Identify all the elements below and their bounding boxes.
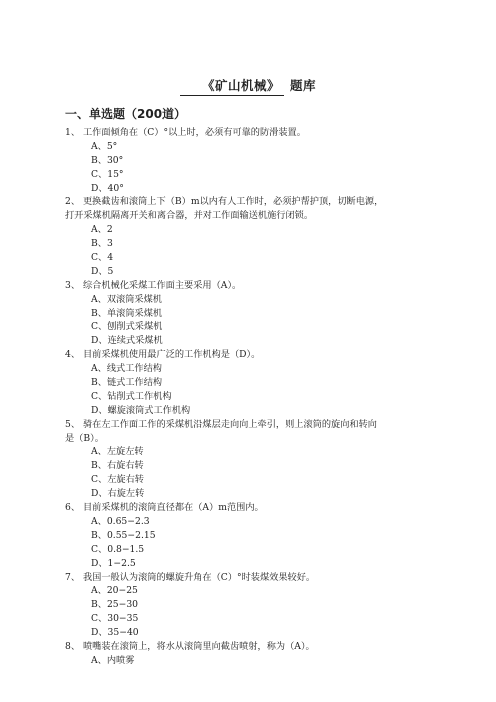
answer-option: A、2 [91,224,113,236]
answer-option: B、单滚筒采煤机 [91,307,163,319]
title-book-name: 《矿山机械》 [180,76,284,96]
question-list [65,126,445,668]
answer-option: D、连续式采煤机 [91,335,163,347]
answer-option: B、链式工作结构 [91,377,163,389]
question-item [65,126,445,195]
question-item [65,571,445,640]
question-text-continued: 打开采煤机隔离开关和离合器，并对工作面输送机施行闭锁。 [65,210,314,222]
question-number: 8、 [65,640,81,652]
answer-option: A、20−25 [91,585,138,597]
answer-option: C、左旋右转 [91,474,144,486]
answer-option: A、5° [91,140,118,152]
answer-option: C、0.8−1.5 [91,543,145,555]
answer-option: B、3 [91,238,113,250]
answer-option: C、钻削式工作机构 [91,390,172,402]
question-number: 4、 [65,349,81,361]
question-text-continued: 是（B）。 [65,432,104,444]
question-stem [65,195,445,209]
section-heading: 一、单选题（200道） [65,107,187,121]
question-text: 骑在左工作面工作的采煤机沿煤层走向向上牵引，则上滚筒的旋向和转向 [83,418,377,430]
question-stem [65,501,445,515]
question-number: 7、 [65,571,81,583]
question-number: 1、 [65,127,81,138]
question-number: 3、 [65,279,81,291]
answer-option: D、螺旋滚筒式工作机构 [91,404,191,416]
answer-option: B、30° [91,154,124,166]
question-number: 5、 [65,418,81,430]
answer-option: C、15° [91,168,124,180]
question-stem [65,126,445,140]
answer-option: D、35−40 [91,627,139,639]
question-item [65,640,445,668]
question-stem [65,418,445,432]
answer-option: A、双滚筒采煤机 [91,293,162,305]
question-item [65,418,445,501]
question-text: 更换截齿和滚筒上下（B）m以内有人工作时，必须护帮护顶，切断电源， [83,196,384,208]
answer-option: A、左旋左转 [91,446,144,458]
question-stem [65,571,445,585]
answer-option: C、4 [91,252,114,264]
question-number: 6、 [65,502,81,514]
question-stem [65,279,445,293]
answer-option: B、0.55−2.15 [91,529,156,541]
question-text: 综合机械化采煤工作面主要采用（A）。 [83,279,242,291]
document-title [0,76,496,96]
answer-option: A、0.65−2.3 [91,515,150,527]
answer-option: B、25−30 [91,599,139,611]
question-item [65,501,445,570]
question-item [65,348,445,417]
answer-option: D、右旋左转 [91,488,145,500]
answer-option: A、线式工作结构 [91,363,162,375]
question-stem [65,348,445,362]
answer-option: D、5 [91,265,114,277]
answer-option: D、40° [91,182,124,194]
question-text: 工作面倾角在（C）°以上时，必须有可靠的防滑装置。 [83,127,306,138]
question-text: 我国一般认为滚筒的螺旋升角在（C）°时装煤效果较好。 [83,571,316,583]
question-item [65,279,445,348]
title-suffix: 题库 [290,78,317,93]
question-number: 2、 [65,196,81,208]
question-stem [65,640,445,654]
answer-option: D、1−2.5 [91,557,136,569]
answer-option: C、30−35 [91,613,139,625]
answer-option: B、右旋右转 [91,460,144,472]
answer-option: C、刨削式采煤机 [91,321,163,333]
question-text: 喷嘴装在滚筒上，将水从滚筒里向截齿喷射，称为（A）。 [83,640,315,652]
question-text: 目前采煤机使用最广泛的工作机构是（D）。 [83,349,261,361]
question-item [65,195,445,278]
answer-option: A、内喷雾 [91,654,135,666]
question-text: 目前采煤机的滚筒直径都在（A）m范围内。 [83,502,264,514]
